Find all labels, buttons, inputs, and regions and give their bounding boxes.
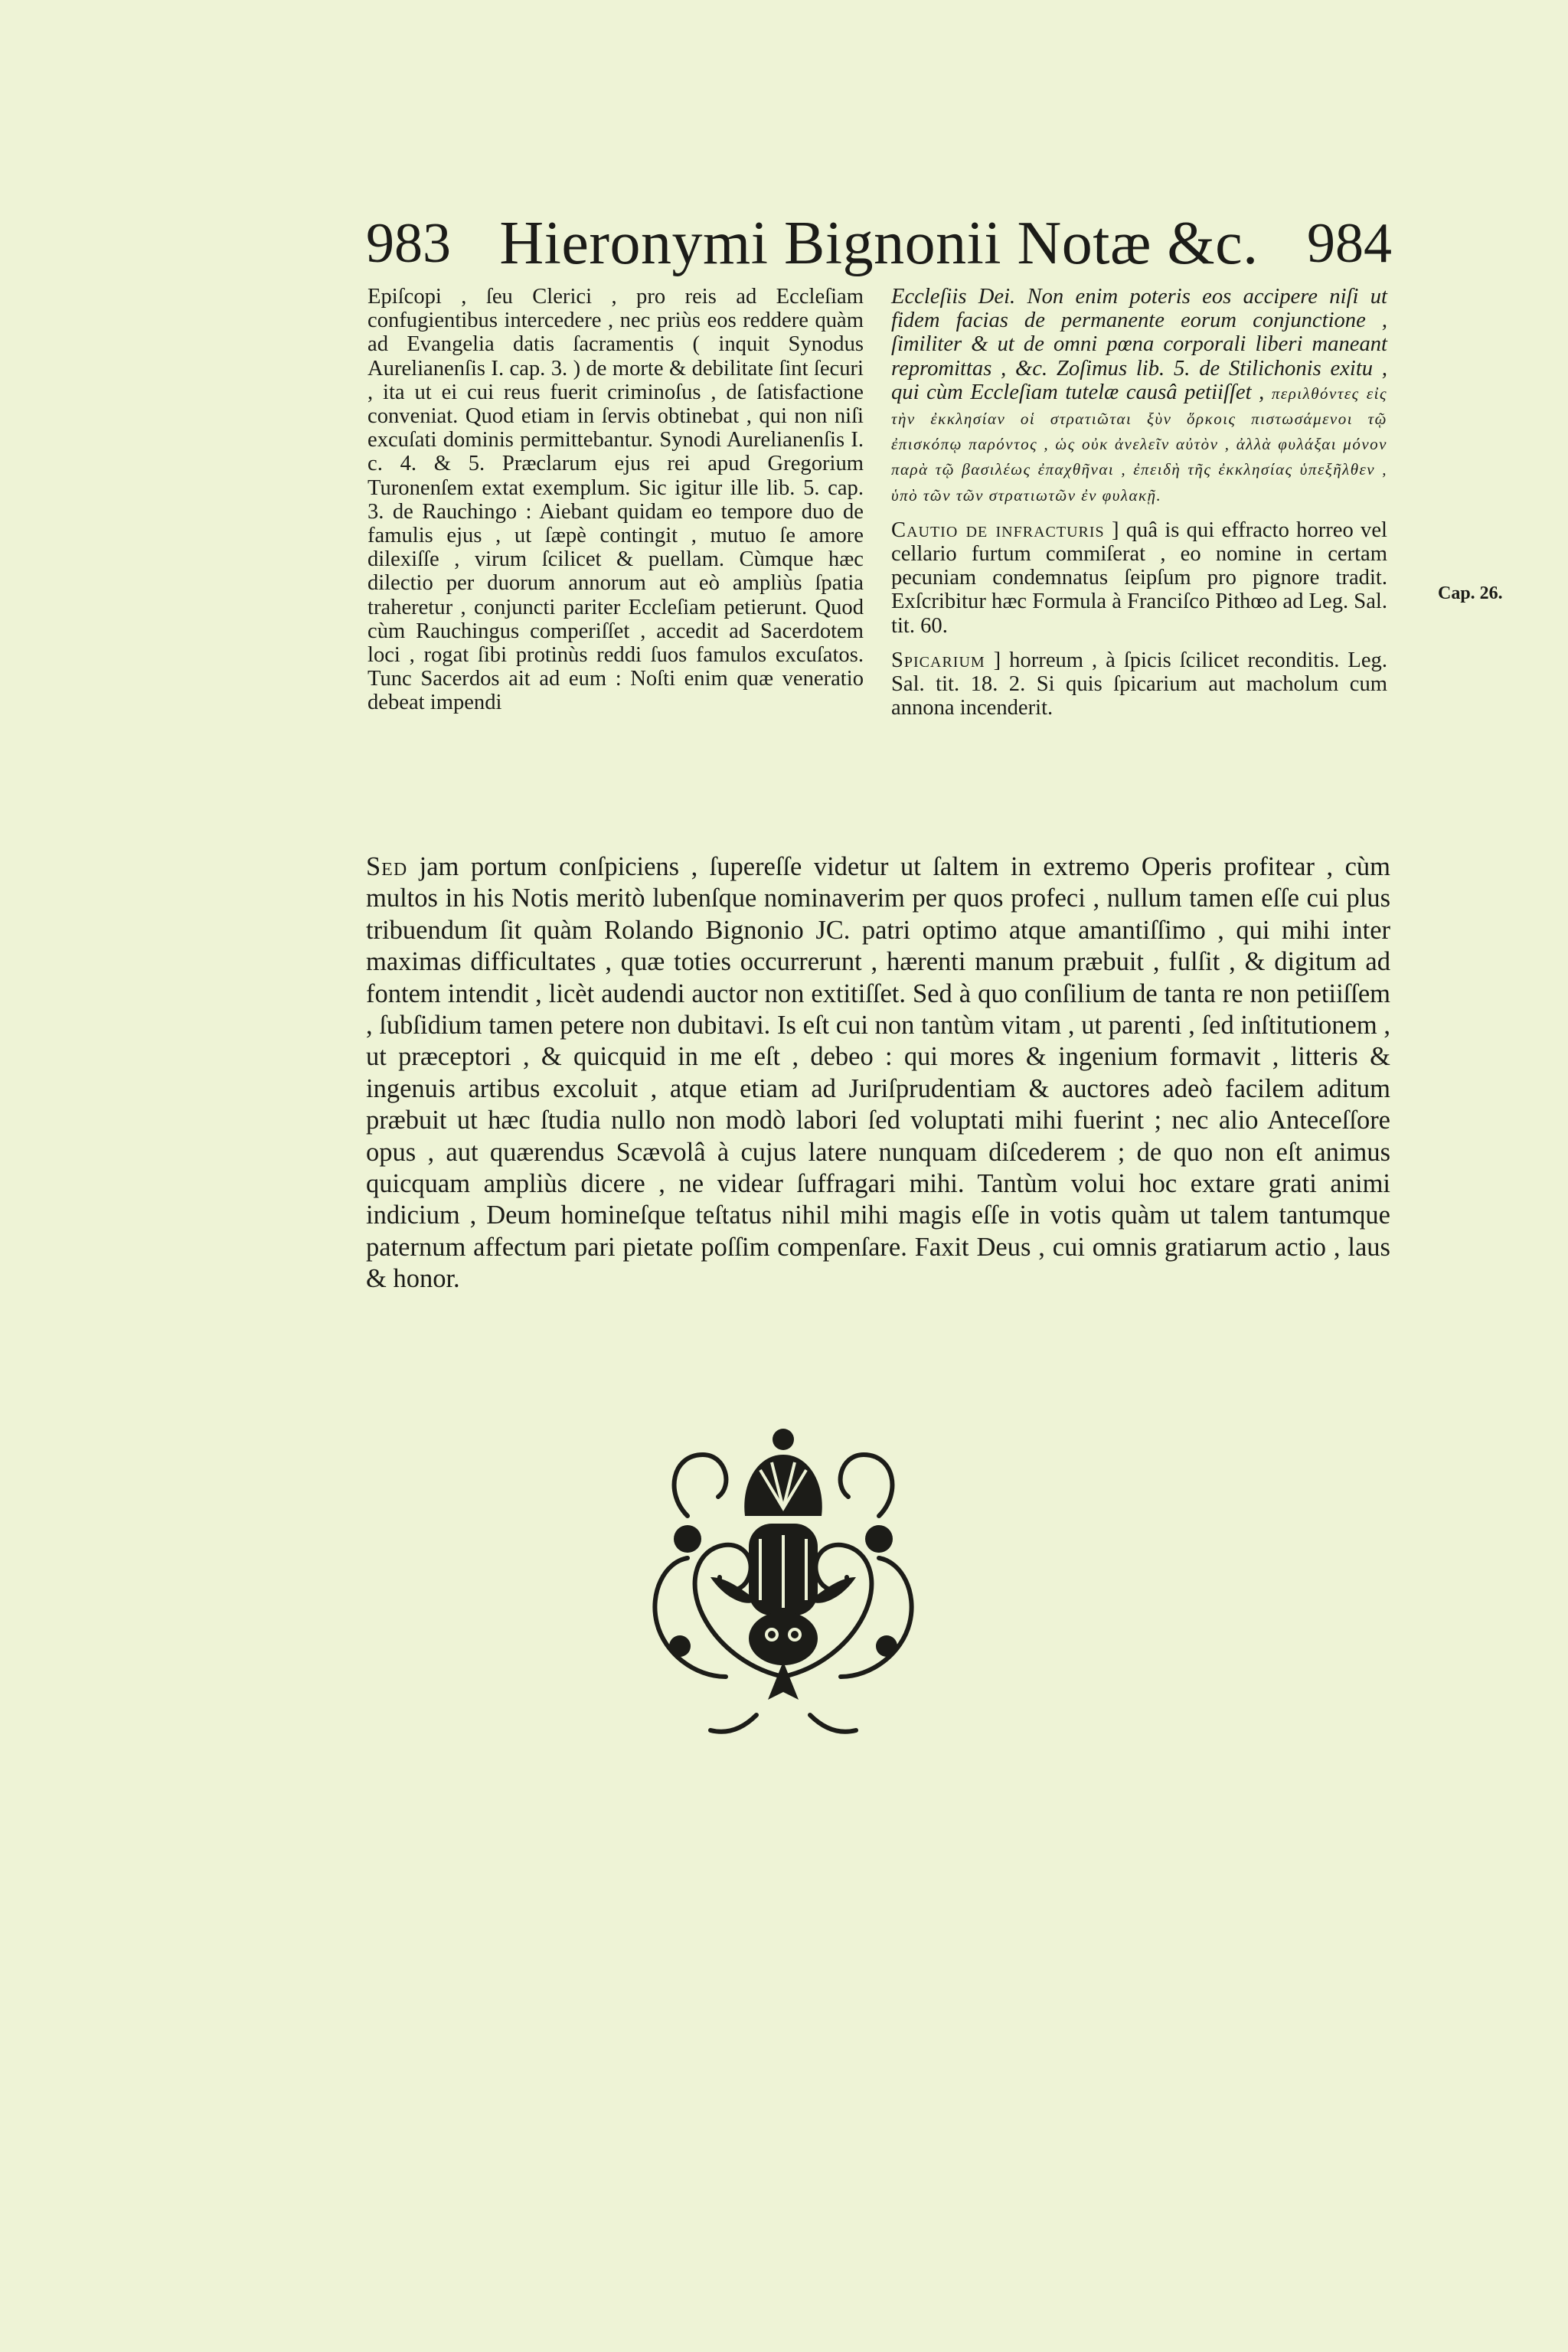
- page-number-left: 983: [366, 212, 451, 275]
- closing-paragraph: [366, 851, 1390, 1295]
- note-text-spicarium: ] horreum , à ſpicis ſcilicet reconditis. Leg. Sal. tit. 18. 2. Si quis ſpicarium aut macholum cum annona incenderit.: [891, 648, 1387, 720]
- floral-ornament-icon: [634, 1424, 933, 1761]
- citation-text: Eccleſiis Dei. Non enim poteris eos accipere niſi ut fidem facias de permanente eorum conjunctione , ſimiliter & ut de omni pœna corporali liberi maneant repromittas , &c. Zoſimus lib. 5. de Stilichonis exitu , qui cùm Eccleſiam tutelæ causâ petiiſſet ,: [891, 285, 1387, 404]
- closing-paragraph-text: jam portum conſpiciens , ſupereſſe videtur ut ſaltem in extremo Operis profitear , cùm multos in his Notis meritò lubenſque nominaverim per quos profeci , nullum tamen eſſe cui plus tribuendum ſit quàm Rolando Bignonio JC. patri optimo atque amantiſſimo , qui mihi inter maximas difficultates , quæ toties occurrerunt , hærenti manum præbuit , fulſit , & digitum ad fontem intendit , licèt audendi auctor non extitiſſet. Sed à quo conſilium de tanta re non petiiſſem , ſubſidium tamen petere non dubitavi. Is eſt cui non tantùm vitam , ut parenti , ſed inſtitutionem , ut præceptori , & quicquid in me eſt , debeo : qui mores & ingenium formavit , litteris & ingenuis artibus excoluit , atque etiam ad Juriſprudentiam & auctores adeò facilem aditum præbuit ut hæc ſtudia nullo non modò labori ſed voluptati mihi fuerint ; nec alio Anteceſſore opus , aut quærendus Scævolâ à cujus latere nunquam diſcederem ; de quo non eſt animus quicquam ampliùs dicere , ne videar ſuffragari mihi. Tantùm volui hoc extare grati animi indicium , Deum hominеſque teſtatus nihil mihi magis eſſe in votis quàm ut talem tantumque paternum affectum pari pietate poſſim compenſare. Faxit Deus , cui omnis gratiarum actio , laus & honor.: [366, 852, 1390, 1294]
- page-number-right: 984: [1307, 212, 1392, 275]
- note-text-cautio: ] quâ is qui effracto horreo vel cellario furtum commiſerat , eo nomine in certam pecuniam condemnatus ſeipſum pro pignore tradit. Exſcribitur hæc Formula à Franciſco Pithœo ad Leg. Sal. tit. 60.: [891, 518, 1387, 638]
- right-column: [891, 285, 1387, 730]
- running-title: Hieronymi Bignonii Notæ &c.: [499, 210, 1259, 277]
- lemma-cautio: Cautio de infracturis: [891, 518, 1105, 542]
- right-column-paragraph-3: [891, 648, 1387, 720]
- lemma-spicarium: Spicarium: [891, 648, 985, 672]
- right-column-paragraph-2: [891, 518, 1387, 638]
- right-column-paragraph-1: [891, 285, 1387, 508]
- left-column-paragraph: Epiſcopi , ſeu Clerici , pro reis ad Eccleſiam confugientibus intercedere , nec priùs eos reddere quàm ad Evangelia datis ſacramentis ( inquit Synodus Aurelianenſis I. cap. 3. ) de morte & debilitate ſint ſecuri , ita ut ei cui reus fuerit criminoſus , de ſatisfactione conveniat. Quod etiam in ſervis obtinebat , qui non niſi excuſati dominis permittebantur. Synodi Aurelianenſis I. c. 4. & 5. Præclarum ejus rei apud Gregorium Turonenſem extat exemplum. Sic igitur ille lib. 5. cap. 3. de Rauchingo : Aiebant quidam eo tempore duo de famulis ejus , ut ſæpè contingit , mutuo ſe amore dilexiſſe , virum ſcilicet & puellam. Cùmque hæc dilectio per duorum annorum aut eò ampliùs ſpatia traheretur , conjuncti pariter Eccleſiam petierunt. Quod cùm Rauchingus comperiſſet , accedit ad Sacerdotem loci , rogat ſibi protinùs reddi ſuos famulos excuſatos. Tunc Sacerdos ait ad eum : Noſti enim quæ veneratio debeat impendi: [368, 285, 864, 715]
- greek-quotation: περιλθόντες εἰς τὴν ἐκκλησίαν οἱ στρατιῶται ξὺν ὅρκοις πιστωσάμενοι τῷ ἐπισκόπῳ παρόντος , ὡς οὐκ ἀνελεῖν αὐτὸν , ἀλλὰ φυλάξαι μόνον παρὰ τῷ βασιλέως ἐπαχθῆναι , ἐπειδὴ τῆς ἐκκλησίας ὑπεξῆλθεν , ὑπὸ τῶν τῶν στρατιωτῶν ἐν φυλακῇ.: [891, 384, 1388, 505]
- page-header: [366, 205, 1392, 282]
- lead-word: Sed: [366, 852, 408, 881]
- left-column: [368, 285, 864, 726]
- margin-note: Cap. 26.: [1438, 583, 1503, 603]
